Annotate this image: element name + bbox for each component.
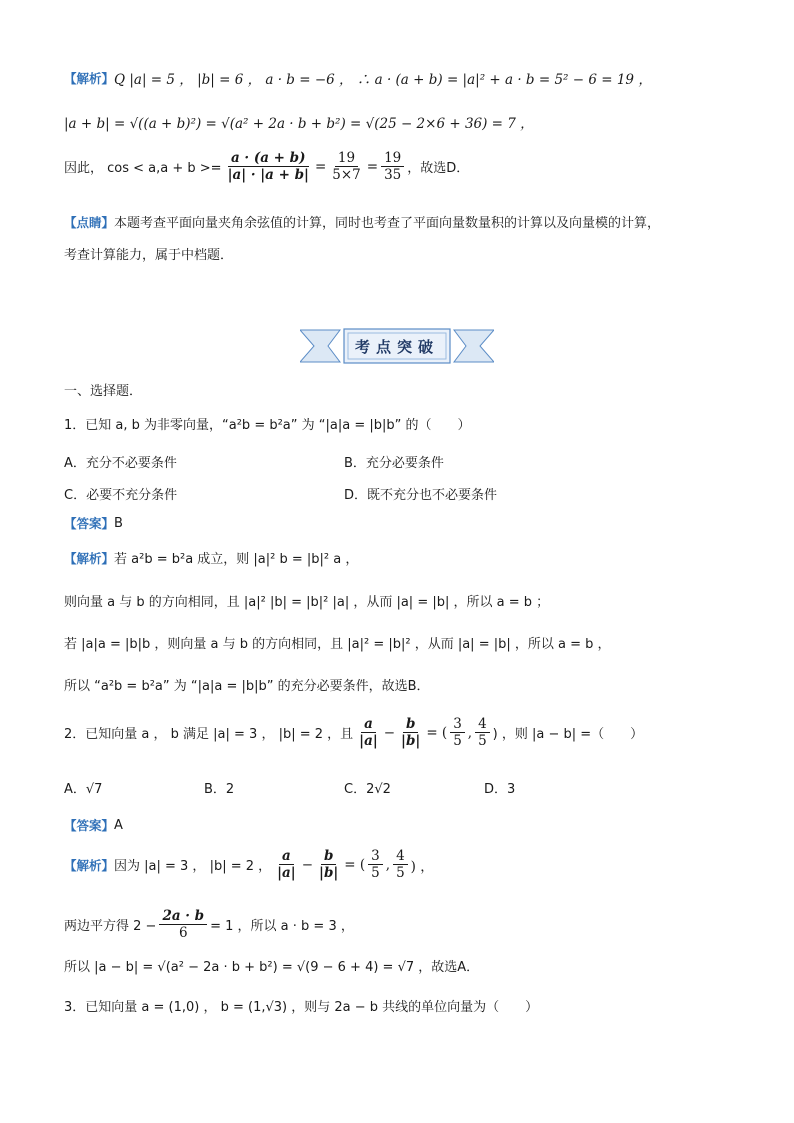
numerator: 3 bbox=[450, 716, 465, 733]
numerator: b bbox=[321, 848, 336, 865]
analysis-line-1 bbox=[64, 68, 652, 88]
numerator: a bbox=[361, 716, 376, 733]
question-1-stem bbox=[64, 414, 471, 433]
note-line-2 bbox=[64, 244, 233, 263]
fraction bbox=[159, 908, 207, 941]
banner-title: 考点突破 bbox=[354, 338, 439, 356]
text: 所以 “a²b = b²a” 为 “|a|a = |b|b” 的充分必要条件，故选B． bbox=[64, 679, 430, 694]
q1-analysis-4 bbox=[64, 675, 430, 694]
denominator: 6 bbox=[178, 925, 188, 941]
fraction bbox=[329, 150, 364, 183]
fraction bbox=[381, 150, 404, 183]
fraction bbox=[356, 716, 381, 749]
numerator: b bbox=[403, 716, 418, 733]
text: 1．已知 a, b 为非零向量，“a²b = b²a” 为 “|a|a = |b|b” 的（ ） bbox=[64, 418, 471, 433]
numerator: a bbox=[279, 848, 294, 865]
question-2-stem: 2．已知向量 a ， b 满足 |a| = 3 ， |b| = 2 ，且 $\frac{a}{|a|}$ − $\frac{b}{|b|}$ = ( $\frac{3}{5}$ , $\frac{4}{5}$ ) ，则 |a − b| =（ ） bbox=[64, 716, 644, 749]
text: ) ，则 |a − b| =（ ） bbox=[492, 727, 644, 742]
text: 所以 |a − b| = √(a² − 2a · b + b²) = √(9 − 6 + 4) = √7 ，故选A． bbox=[64, 960, 480, 975]
numerator: 19 bbox=[381, 150, 404, 167]
text: 因此， cos < a,a + b >= bbox=[64, 161, 222, 176]
fraction bbox=[274, 848, 299, 881]
answer-value: A bbox=[114, 817, 123, 833]
q1-analysis-1 bbox=[64, 548, 358, 567]
q2-analysis-3 bbox=[64, 956, 479, 975]
answer-value: B bbox=[114, 515, 123, 531]
q2-option-c: C．2√2 bbox=[344, 782, 391, 797]
analysis-tag: 【解析】 bbox=[64, 71, 115, 86]
q1-answer bbox=[64, 514, 123, 532]
text: ，故选D． bbox=[407, 161, 470, 176]
denominator: |a| bbox=[277, 865, 296, 881]
text: 3．已知向量 a = (1,0) ， b = (1,√3) ，则与 2a − b 共线的单位向量为（ ） bbox=[64, 1000, 539, 1015]
numerator: 19 bbox=[335, 150, 358, 167]
q2-analysis-1: 【解析】 因为 |a| = 3 ， |b| = 2 ， $\frac{a}{|a|}$ − $\frac{b}{|b|}$ = ( $\frac{3}{5}$ , $\frac{4}{5}$ ) ， bbox=[64, 848, 434, 881]
q1-analysis-3 bbox=[64, 633, 611, 652]
fraction bbox=[450, 716, 465, 749]
text: 因为 |a| = 3 ， |b| = 2 ， bbox=[114, 859, 272, 874]
denominator: |b| bbox=[319, 865, 339, 881]
text: = ( bbox=[344, 856, 366, 873]
q2-option-b: B．2 bbox=[204, 782, 235, 797]
answer-tag: 【答案】 bbox=[64, 516, 115, 531]
denominator: 5 bbox=[453, 733, 462, 749]
text: = ( bbox=[426, 724, 448, 741]
answer-tag: 【答案】 bbox=[64, 818, 115, 833]
denominator: |b| bbox=[401, 733, 421, 749]
q1-option-d: D．既不充分也不必要条件 bbox=[344, 488, 498, 503]
note-tag: 【点睛】 bbox=[64, 214, 115, 230]
denominator: 5 bbox=[478, 733, 487, 749]
numerator: 4 bbox=[393, 848, 408, 865]
denominator: |a| bbox=[359, 733, 378, 749]
question-3-stem bbox=[64, 996, 538, 1015]
denominator: |a| · |a + b| bbox=[227, 167, 309, 183]
analysis-tag: 【解析】 bbox=[64, 550, 115, 566]
q1-option-b: B．充分必要条件 bbox=[344, 456, 444, 471]
q2-option-a: A．√7 bbox=[64, 782, 103, 797]
denominator: 5 bbox=[371, 865, 380, 881]
math-text: Q |a| = 5 ， |b| = 6 ， a · b = −6 ， ∴ a · (a + b) = |a|² + a · b = 5² − 6 = 19 ， bbox=[114, 72, 652, 88]
denominator: 5×7 bbox=[332, 167, 361, 183]
fraction bbox=[225, 150, 312, 183]
denominator: 5 bbox=[396, 865, 405, 881]
analysis-tag: 【解析】 bbox=[64, 857, 115, 873]
q1-option-c: C．必要不充分条件 bbox=[64, 488, 178, 503]
text: = 1 ，所以 a · b = 3 ， bbox=[210, 919, 354, 934]
numerator: 2a · b bbox=[159, 908, 207, 925]
text: 若 a²b = b²a 成立，则 |a|² b = |b|² a ， bbox=[114, 552, 359, 567]
fraction bbox=[368, 848, 383, 881]
text: 两边平方得 2 − bbox=[64, 919, 157, 934]
analysis-line-3: 因此， cos < a,a + b >= $\frac{a \cdot (a + b)}{|a| \cdot |a + b|}$ = $\frac{19}{5\times 7}$ = $\frac{19}{35}$ ，故选D． bbox=[64, 150, 470, 183]
fraction bbox=[393, 848, 408, 881]
note-line-1 bbox=[64, 212, 660, 231]
text: 2．已知向量 a ， b 满足 |a| = 3 ， |b| = 2 ，且 bbox=[64, 727, 354, 742]
math-text: |a + b| = √((a + b)²) = √(a² + 2a · b + b²) = √(25 − 2×6 + 36) = 7 ， bbox=[64, 116, 534, 132]
q2-answer bbox=[64, 816, 123, 834]
numerator: 4 bbox=[475, 716, 490, 733]
q1-option-a: A．充分不必要条件 bbox=[64, 456, 177, 471]
fraction bbox=[475, 716, 490, 749]
q2-option-d: D．3 bbox=[484, 782, 516, 797]
section-title bbox=[64, 380, 142, 399]
text: 本题考查平面向量夹角余弦值的计算，同时也考查了平面向量数量积的计算以及向量模的计算， bbox=[114, 216, 661, 231]
text: 则向量 a 与 b 的方向相同，且 |a|² |b| = |b|² |a| ，从而 |a| = |b| ，所以 a = b ； bbox=[64, 595, 550, 610]
text: 一、选择题． bbox=[64, 384, 143, 399]
text: 考查计算能力，属于中档题． bbox=[64, 248, 234, 263]
analysis-line-2 bbox=[64, 112, 534, 132]
q1-analysis-2 bbox=[64, 591, 549, 610]
denominator: 35 bbox=[384, 167, 402, 183]
q2-analysis-2 bbox=[64, 908, 354, 941]
fraction bbox=[398, 716, 423, 749]
numerator: a · (a + b) bbox=[228, 150, 309, 167]
fraction bbox=[316, 848, 341, 881]
numerator: 3 bbox=[368, 848, 383, 865]
text: 若 |a|a = |b|b ，则向量 a 与 b 的方向相同，且 |a|² = |b|² ，从而 |a| = |b| ，所以 a = b ， bbox=[64, 637, 611, 652]
